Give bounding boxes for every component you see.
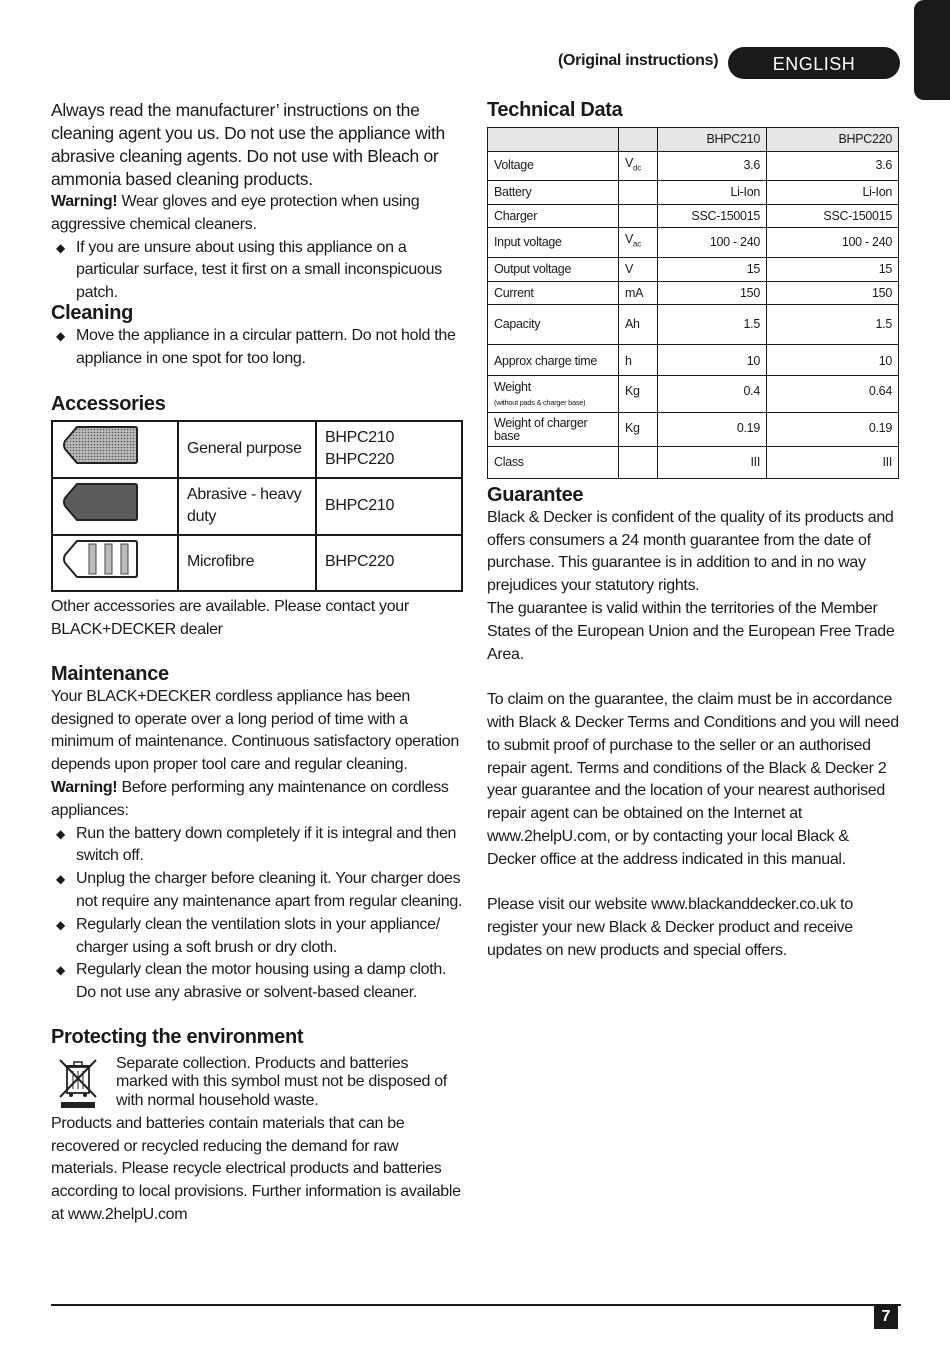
- row-value: 0.19: [658, 413, 767, 447]
- list-item: ◆ Move the appliance in a circular pattern. Do not hold the appliance in one spot for too long.: [56, 326, 456, 367]
- row-unit: [619, 447, 658, 479]
- table-row: [488, 413, 899, 447]
- row-label: Weight (without pads & charger base): [488, 376, 619, 413]
- section-title: Maintenance: [51, 663, 169, 685]
- intro-section: [51, 99, 463, 305]
- technical-data-table: [487, 127, 899, 480]
- table-row: [488, 151, 899, 180]
- pad-image: [52, 421, 178, 478]
- row-unit: mA: [619, 281, 658, 305]
- table-row: [52, 535, 462, 591]
- intro-warning: [51, 191, 463, 237]
- table-row: [488, 180, 899, 204]
- row-label: Approx charge time: [488, 345, 619, 376]
- row-value: 0.19: [767, 413, 899, 447]
- diamond-bullet-icon: ◆: [56, 240, 65, 255]
- row-value: SSC-150015: [767, 204, 899, 228]
- section-title: Cleaning: [51, 302, 134, 324]
- section-title: Accessories: [51, 393, 166, 415]
- row-value: 10: [767, 345, 899, 376]
- accessory-name: Abrasive - heavy duty: [178, 478, 316, 535]
- technical-section: [487, 99, 899, 479]
- maintenance-paragraph: Your BLACK+DECKER cordless appliance has been designed to operate over a long period of time with a minimum of maintenance. Continuous satisfactory operation depends upon proper tool care and regular cleaning.: [51, 687, 460, 774]
- guarantee-section: [487, 484, 899, 963]
- guarantee-paragraph: Black & Decker is confident of the quality of its products and offers consumers a 24 month guarantee from the date of purchase. This guarantee is in addition to and in no way prejudices your statutory rights.: [487, 508, 894, 595]
- section-title: Protecting the environment: [51, 1026, 304, 1048]
- diamond-bullet-icon: ◆: [56, 826, 65, 841]
- language-badge: ENGLISH: [728, 47, 900, 79]
- section-title: Guarantee: [487, 484, 584, 506]
- crossed-bin-icon: [57, 1057, 99, 1109]
- table-row: [488, 281, 899, 305]
- cleaning-section: [51, 302, 463, 370]
- environment-section: [51, 1026, 463, 1227]
- general-purpose-pad-icon: [63, 425, 139, 465]
- table-row: [488, 305, 899, 345]
- page-number: 7: [874, 1304, 898, 1329]
- row-value: 15: [767, 257, 899, 281]
- row-unit: $V_{dc}$: [619, 151, 658, 180]
- warning-text: Before performing any maintenance on cordless appliances:: [51, 778, 449, 819]
- accessory-name: General purpose: [178, 421, 316, 478]
- diamond-bullet-icon: ◆: [56, 328, 65, 343]
- warning-text: Wear gloves and eye protection when using aggressive chemical cleaners.: [51, 193, 420, 233]
- row-value: 1.5: [658, 305, 767, 345]
- diamond-bullet-icon: ◆: [56, 963, 65, 978]
- intro-paragraph: Always read the manufacturer’ instructions on the cleaning agent you us. Do not use the appliance with abrasive cleaning agents. Do not use with Bleach or ammonia based cleaning products.: [51, 100, 445, 189]
- row-value: SSC-150015: [658, 204, 767, 228]
- footer-rule: [51, 1304, 901, 1306]
- abrasive-pad-icon: [63, 482, 139, 522]
- diamond-bullet-icon: ◆: [56, 872, 65, 887]
- table-row: [488, 228, 899, 257]
- symbol-block: [51, 1055, 463, 1113]
- pad-image: [52, 535, 178, 591]
- table-row: [488, 257, 899, 281]
- edge-tab: [914, 0, 950, 100]
- column-header: BHPC210: [658, 127, 767, 151]
- guarantee-paragraph: Please visit our website www.blackanddecker.co.uk to register your new Black & Decker product and receive updates on new products and special offers.: [487, 896, 853, 959]
- symbol-text: Separate collection. Products and batteries marked with this symbol must not be disposed of with normal household waste.: [116, 1054, 447, 1109]
- accessory-models: BHPC210: [316, 478, 462, 535]
- row-label: Capacity: [488, 305, 619, 345]
- row-unit: Kg: [619, 413, 658, 447]
- warning-label: Warning!: [51, 193, 118, 210]
- section-title: Technical Data: [487, 99, 623, 121]
- row-label: Output voltage: [488, 257, 619, 281]
- accessories-note: Other accessories are available. Please contact your BLACK+DECKER dealer: [51, 597, 409, 638]
- row-value: 1.5: [767, 305, 899, 345]
- row-label: Weight of charger base: [488, 413, 619, 447]
- table-row: [488, 376, 899, 413]
- row-label: Input voltage: [488, 228, 619, 257]
- table-row: [488, 345, 899, 376]
- guarantee-paragraph: The guarantee is valid within the territories of the Member States of the European Union and the European Free Trade Area.: [487, 599, 895, 663]
- accessories-section: [51, 393, 463, 641]
- guarantee-paragraph: To claim on the guarantee, the claim must be in accordance with Black & Decker Terms and Conditions and you will need to submit proof of purchase to the seller or an authorised repair agent. Terms and conditions of the Black & Decker 2 year guarantee and the location of your nearest authorised repair agent can be obtained on the Internet at www.2helpU.com, or by contacting your local Black & Decker office at the address indicated in this manual.: [487, 691, 899, 868]
- table-header-row: [488, 127, 899, 151]
- row-label: Charger: [488, 204, 619, 228]
- row-value: 10: [658, 345, 767, 376]
- table-row: [488, 447, 899, 479]
- row-value: III: [767, 447, 899, 479]
- row-value: 3.6: [658, 151, 767, 180]
- list-item: ◆ Unplug the charger before cleaning it. Your charger does not require any maintenance apart from regular cleaning.: [56, 870, 463, 910]
- environment-paragraph: Products and batteries contain materials that can be recovered or recycled reducing the demand for raw materials. Please recycle electrical products and batteries according to local provisions. Further information is available at www.2helpU.com: [51, 1114, 461, 1223]
- table-row: [52, 478, 462, 535]
- row-label: Current: [488, 281, 619, 305]
- row-value: Li-Ion: [767, 180, 899, 204]
- list-item: ◆ Regularly clean the ventilation slots in your appliance/ charger using a soft brush or dry cloth.: [56, 915, 440, 956]
- row-unit: $V_{ac}$: [619, 228, 658, 257]
- warning-label: Warning!: [51, 778, 118, 796]
- row-label: Class: [488, 447, 619, 479]
- row-value: 100 - 240: [658, 228, 767, 257]
- row-value: 150: [658, 281, 767, 305]
- maintenance-section: [51, 663, 463, 1005]
- row-value: Li-Ion: [658, 180, 767, 204]
- row-label: Battery: [488, 180, 619, 204]
- row-unit: [619, 180, 658, 204]
- row-value: 15: [658, 257, 767, 281]
- accessory-models: BHPC210 BHPC220: [316, 421, 462, 478]
- microfibre-pad-icon: [63, 539, 139, 579]
- table-row: [488, 204, 899, 228]
- row-value: 150: [767, 281, 899, 305]
- row-value: 100 - 240: [767, 228, 899, 257]
- row-label: Voltage: [488, 151, 619, 180]
- pad-image: [52, 478, 178, 535]
- original-instructions-label: (Original instructions): [558, 52, 719, 69]
- row-value: 0.4: [658, 376, 767, 413]
- row-unit: h: [619, 345, 658, 376]
- table-row: [52, 421, 462, 478]
- row-unit: [619, 204, 658, 228]
- accessories-table: [51, 420, 463, 592]
- diamond-bullet-icon: ◆: [56, 917, 65, 932]
- row-unit: Ah: [619, 305, 658, 345]
- accessory-name: Microfibre: [178, 535, 316, 591]
- row-value: III: [658, 447, 767, 479]
- row-unit: Kg: [619, 376, 658, 413]
- list-item: ◆ If you are unsure about using this appliance on a particular surface, test it first on a small inconspicuous patch.: [56, 238, 442, 302]
- row-value: 3.6: [767, 151, 899, 180]
- accessory-models: BHPC220: [316, 535, 462, 591]
- row-unit: V: [619, 257, 658, 281]
- column-header: BHPC220: [767, 127, 899, 151]
- row-value: 0.64: [767, 376, 899, 413]
- list-item: ◆ Run the battery down completely if it is integral and then switch off.: [56, 824, 457, 865]
- maintenance-warning: [51, 777, 463, 823]
- list-item: ◆ Regularly clean the motor housing using a damp cloth. Do not use any abrasive or solvent-based cleaner.: [56, 961, 447, 1002]
